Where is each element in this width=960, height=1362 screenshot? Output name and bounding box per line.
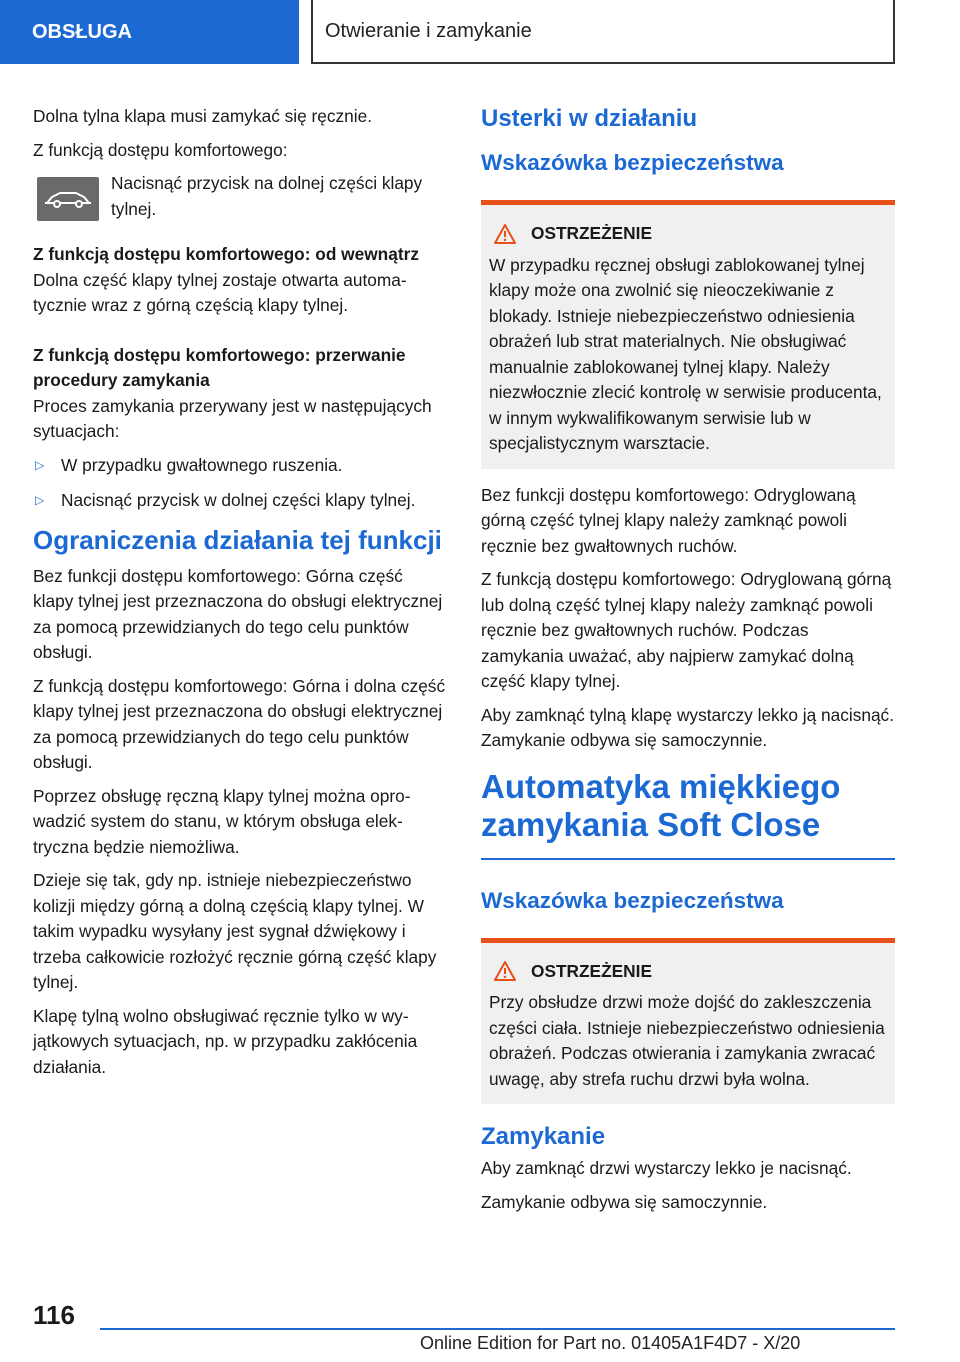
triangle-bullet-icon: ▷ <box>35 457 45 472</box>
list-item <box>33 453 447 479</box>
warning-box <box>481 200 895 469</box>
paragraph: Aby zamknąć tylną klapę wystarczy lekko ją nacisnąć. Zamykanie odbywa się samoczynnie. <box>481 704 895 750</box>
left-column <box>33 104 447 1088</box>
heading-safety: Wskazówka bezpieczeństwa <box>481 150 784 175</box>
icon-instruction <box>33 171 447 222</box>
heading-limits: Ograniczenia działania tej funkcji <box>33 524 442 555</box>
subheading-inside: Z funkcją dostępu komfortowego: od wewnątrz <box>33 244 419 264</box>
warning-label: OSTRZEŻENIE <box>531 960 652 981</box>
footer-divider <box>100 1328 895 1330</box>
warning-title <box>489 221 887 247</box>
triangle-bullet-icon: ▷ <box>35 493 45 507</box>
subheading-interrupt: Z funkcją dostępu komfortowego: przerwanie procedury zamykania <box>33 344 406 390</box>
warning-box <box>481 938 895 1105</box>
paragraph: Bez funkcji dostępu komfortowego: Górna część klapy tylnej jest przeznaczona do obsługi elektrycznej za pomocą przewidzianych do tego celu punktów obsługi. <box>33 565 443 662</box>
warning-text: W przypadku ręcznej obsługi zablokowanej tylnej klapy może ona zwolnić się nieoczekiwanie z blokady. Istnieje niebezpieczeństwo odniesienia obrażeń lub strat materialnych. Nie obsługiwać manualnie zablokowanej tylnej klapy. Należy niezwłocznie zlecić kontrolę w serwisie producenta, w innym wykwalifikowanym serwisie lub w specjalistycznym warsztacie. <box>489 254 882 453</box>
paragraph: Z funkcją dostępu komfortowego: Odryglowaną górną lub dolną część tylnej klapy należy zamknąć powoli ręcznie bez gwałtownych ruchów. Podczas zamykania uważać, aby najpierw zamykać dolną część klapy tylnej. <box>481 569 892 691</box>
paragraph: Dolna część klapy tylnej zostaje otwarta automatycznie wraz z górną częścią klapy tylnej. <box>33 269 407 315</box>
paragraph: Proces zamykania przerywany jest w następujących sytuacjach: <box>33 395 432 441</box>
paragraph: Aby zamknąć drzwi wystarczy lekko je nacisnąć. <box>481 1158 852 1178</box>
list-item <box>33 488 447 514</box>
heading-soft-close: Automatyka miękkiego zamykania Soft Close <box>481 767 841 843</box>
list-item-text: Nacisnąć przycisk w dolnej części klapy tylnej. <box>61 490 416 510</box>
list-item-text: W przypadku gwałtownego ruszenia. <box>61 454 343 475</box>
heading-closing: Zamykanie <box>481 1123 606 1150</box>
paragraph: Z funkcją dostępu komfortowego: <box>33 139 288 160</box>
chapter-title: Otwieranie i zamykanie <box>311 0 895 64</box>
paragraph: Z funkcją dostępu komfortowego: Górna i dolna część klapy tylnej jest przeznaczona do obsługi elektrycznej za pomocą przewidzianych do tego celu punktów obsługi. <box>33 675 446 772</box>
heading-faults: Usterki w działaniu <box>481 105 698 132</box>
right-column <box>481 104 895 1223</box>
warning-label: OSTRZEŻENIE <box>531 223 652 243</box>
icon-text: Nacisnąć przycisk na dolnej części klapy tylnej. <box>111 173 423 219</box>
paragraph: Klapę tylną wolno obsługiwać ręcznie tylko w wyjątkowych sytuacjach, np. w przypadku zakłócenia działania. <box>33 1005 418 1077</box>
paragraph: Dolna tylna klapa musi zamykać się ręcznie. <box>33 106 373 126</box>
page-number: 116 <box>33 1300 75 1330</box>
divider <box>481 858 895 860</box>
warning-triangle-icon <box>493 960 517 982</box>
warning-triangle-icon <box>493 223 517 245</box>
heading-safety: Wskazówka bezpieczeństwa <box>481 887 784 913</box>
warning-text: Przy obsłudze drzwi może dojść do zakleszczenia części ciała. Istnieje niebezpieczeństwo odniesienia obrażeń. Podczas otwierania i zamykania zwracać uwagę, aby strefa ruchu drzwi była wolna. <box>489 992 885 1089</box>
edition-text: Online Edition for Part no. 01405A1F4D7 - X/20 <box>420 1333 801 1353</box>
tailgate-car-icon <box>37 177 99 221</box>
paragraph: Zamykanie odbywa się samoczynnie. <box>481 1191 768 1212</box>
warning-title <box>489 959 887 985</box>
paragraph: Poprzez obsługę ręczną klapy tylnej można oprowadzić system do stanu, w którym obsługa elektryczna będzie niemożliwa. <box>33 785 411 857</box>
section-tab: OBSŁUGA <box>0 0 299 64</box>
paragraph: Dzieje się tak, gdy np. istnieje niebezpieczeństwo kolizji między górną a dolną częścią klapy tylnej. W takim wypadku wysyłany jest sygnał dźwiękowy i trzeba całkowicie rozłożyć ręcznie górną część klapy tylnej. <box>33 870 437 992</box>
paragraph: Bez funkcji dostępu komfortowego: Odryglowaną górną część tylnej klapy należy zamknąć powoli ręcznie bez gwałtownych ruchów. <box>481 484 856 556</box>
